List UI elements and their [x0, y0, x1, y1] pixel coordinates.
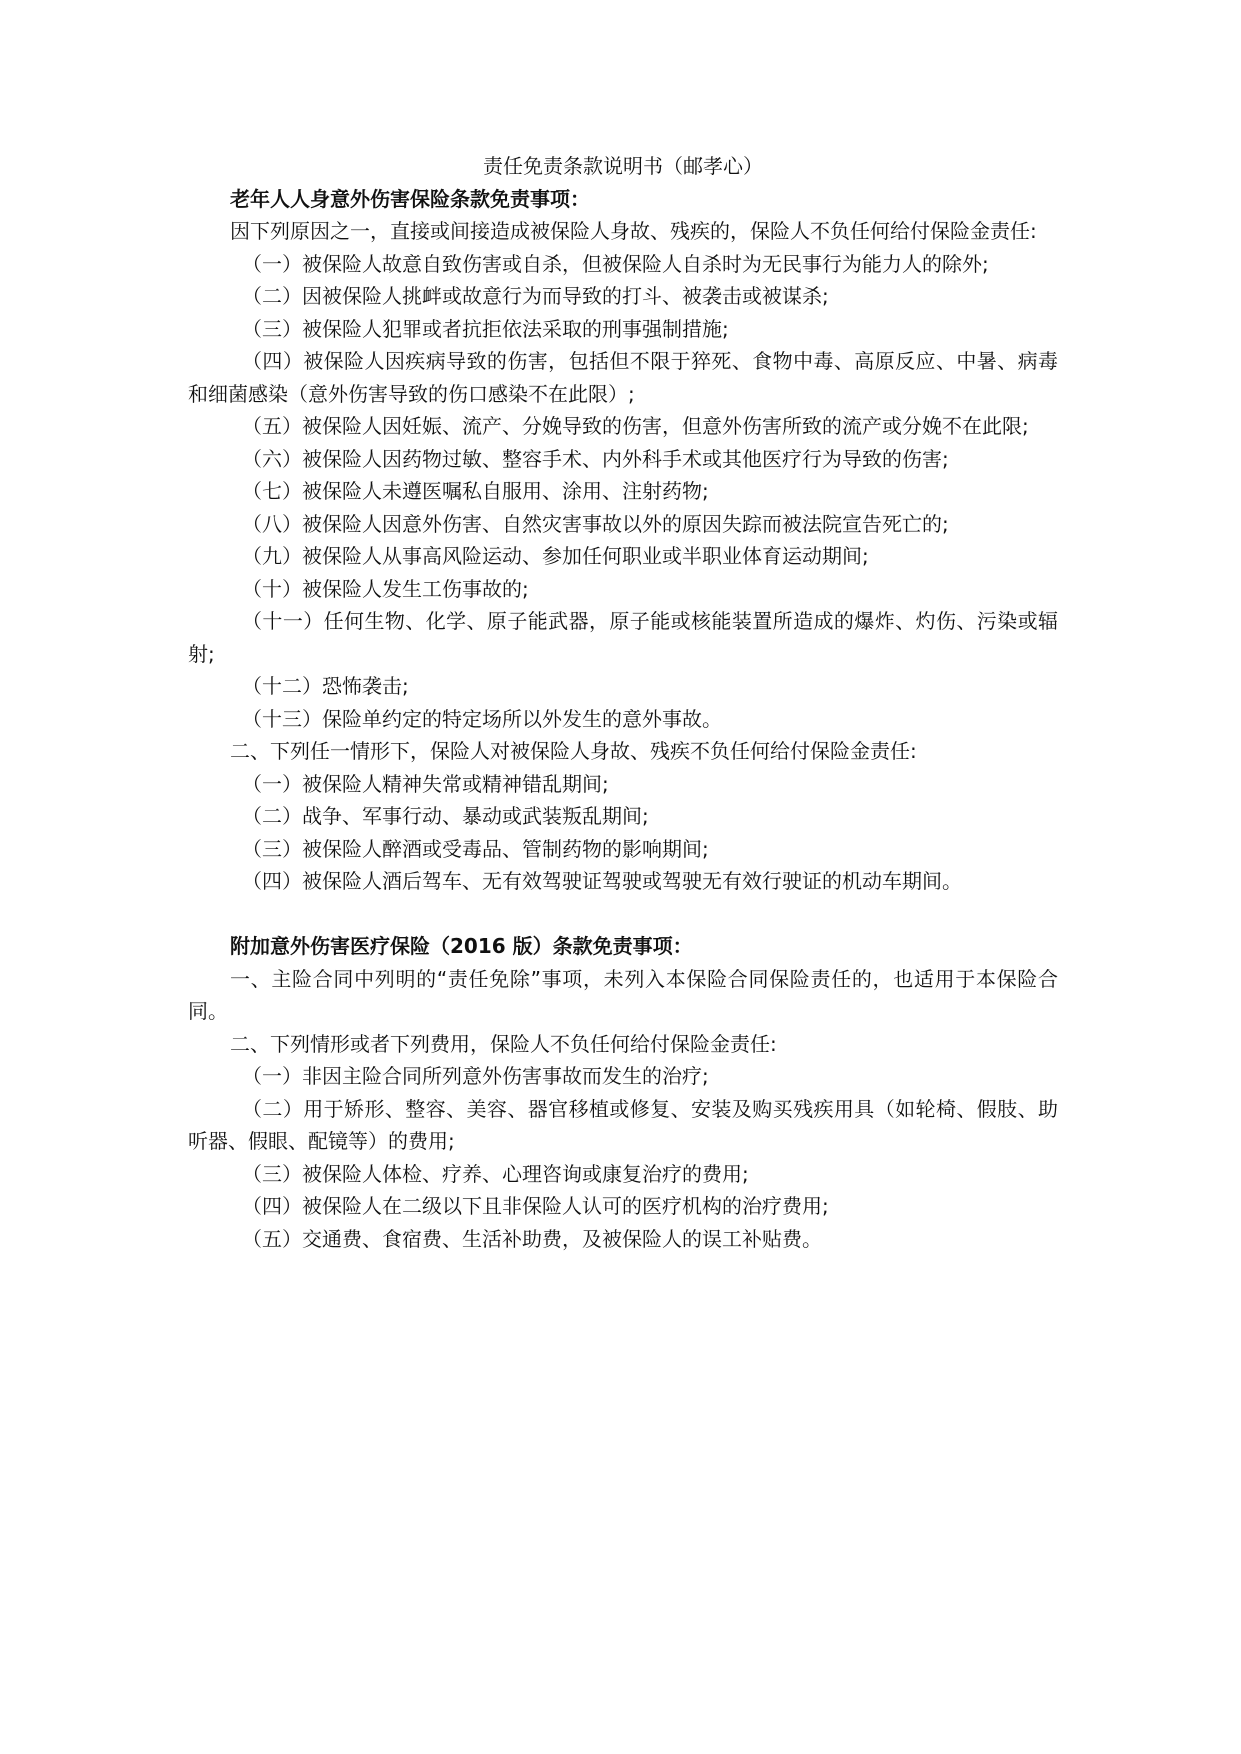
section1-item: （二）因被保险人挑衅或故意行为而导致的打斗、被袭击或被谋杀; [242, 284, 829, 308]
section1-item: （七）被保险人未遵医嘱私自服用、涂用、注射药物; [242, 479, 709, 503]
section2-part2-intro: 二、下列情形或者下列费用，保险人不负任何给付保险金责任: [230, 1031, 777, 1056]
document-page [188, 150, 1058, 1255]
section1-part2-item: （二）战争、军事行动、暴动或武装叛乱期间; [242, 804, 649, 828]
section1-item: （六）被保险人因药物过敏、整容手术、内外科手术或其他医疗行为导致的伤害; [242, 446, 949, 471]
section1-item: （十）被保险人发生工伤事故的; [242, 576, 529, 601]
document-title: 责任免责条款说明书（邮孝心） [483, 154, 763, 178]
section1-part2-item: （三）被保险人醉酒或受毒品、管制药物的影响期间; [242, 836, 709, 861]
section2-part1: 一、主险合同中列明的“责任免除”事项，未列入本保险合同保险责任的，也适用于本保险合同。 [188, 966, 1058, 1023]
section1-part2-item: （一）被保险人精神失常或精神错乱期间; [242, 771, 609, 796]
section1-item: （十二）恐怖袭击; [242, 674, 409, 698]
section1-item: （一）被保险人故意自致伤害或自杀，但被保险人自杀时为无民事行为能力人的除外; [242, 251, 989, 276]
section2-part2-item: （二）用于矫形、整容、美容、器官移植或修复、安装及购买残疾用具（如轮椅、假肢、助听器、假眼、配镜等）的费用; [188, 1096, 1058, 1153]
section-spacer [188, 898, 1058, 931]
section2-part2-item: （四）被保险人在二级以下且非保险人认可的医疗机构的治疗费用; [242, 1194, 829, 1218]
section1-item: （十三）保险单约定的特定场所以外发生的意外事故。 [242, 706, 722, 731]
section1-item: （十一）任何生物、化学、原子能武器，原子能或核能装置所造成的爆炸、灼伤、污染或辐射; [188, 609, 1058, 666]
section2-part2-item: （五）交通费、食宿费、生活补助费，及被保险人的误工补贴费。 [242, 1226, 822, 1251]
section2-part2-item: （一）非因主险合同所列意外伤害事故而发生的治疗; [242, 1064, 709, 1088]
section2-heading: 附加意外伤害医疗保险（2016 版）条款免责事项： [230, 934, 693, 958]
section1-heading: 老年人人身意外伤害保险条款免责事项： [230, 186, 590, 211]
section1-intro: 因下列原因之一，直接或间接造成被保险人身故、残疾的，保险人不负任何给付保险金责任: [230, 219, 1037, 243]
section1-item: （四）被保险人因疾病导致的伤害，包括但不限于猝死、食物中毒、高原反应、中暑、病毒和细菌感染（意外伤害导致的伤口感染不在此限）; [188, 349, 1058, 406]
section1-item: （三）被保险人犯罪或者抗拒依法采取的刑事强制措施; [242, 316, 729, 341]
section2-part2-item: （三）被保险人体检、疗养、心理咨询或康复治疗的费用; [242, 1161, 749, 1186]
section1-item: （九）被保险人从事高风险运动、参加任何职业或半职业体育运动期间; [242, 544, 869, 568]
section1-item: （五）被保险人因妊娠、流产、分娩导致的伤害，但意外伤害所致的流产或分娩不在此限; [242, 414, 1029, 438]
section1-part2-intro: 二、下列任一情形下，保险人对被保险人身故、残疾不负任何给付保险金责任: [230, 739, 917, 763]
section1-part2-item: （四）被保险人酒后驾车、无有效驾驶证驾驶或驾驶无有效行驶证的机动车期间。 [242, 869, 962, 893]
section1-item: （八）被保险人因意外伤害、自然灾害事故以外的原因失踪而被法院宣告死亡的; [242, 511, 949, 536]
